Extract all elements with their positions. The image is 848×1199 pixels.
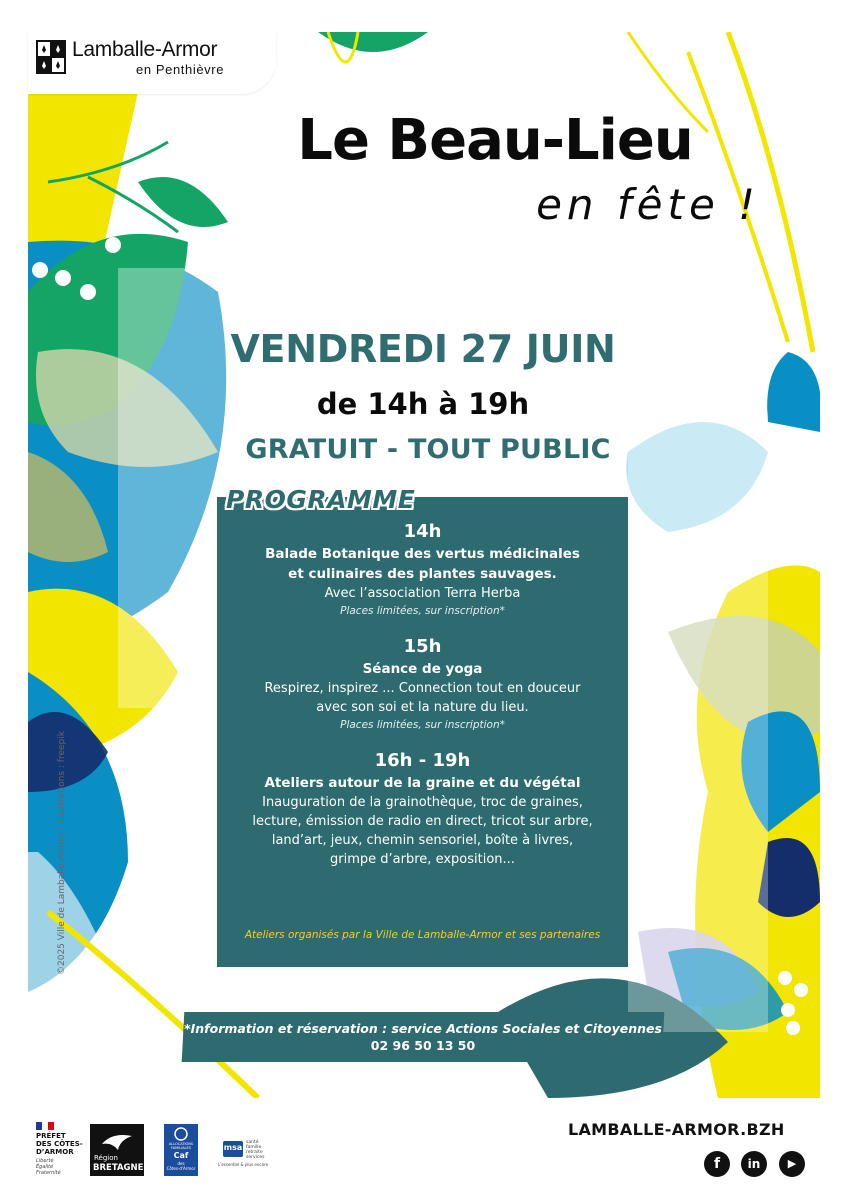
slot-time: 15h	[403, 636, 442, 657]
facebook-icon[interactable]: f	[704, 1151, 730, 1177]
slot-time: 14h	[403, 521, 442, 542]
slot-description: grimpe d’arbre, exposition...	[330, 852, 515, 867]
region-bretagne-logo	[90, 1124, 144, 1176]
event-hours: de 14h à 19h	[316, 387, 530, 421]
programme-slot-16h-19h	[217, 749, 628, 869]
linkedin-icon[interactable]: in	[741, 1151, 767, 1177]
info-phone: 02 96 50 13 50	[370, 1038, 476, 1053]
caf-emblem-icon	[171, 1127, 191, 1141]
msa-tagline: L'essentiel & plus encore	[218, 1162, 269, 1167]
bird-icon	[100, 1130, 134, 1152]
ermine-shield-icon	[36, 40, 66, 74]
event-date: VENDREDI 27 JUIN	[230, 327, 616, 371]
event-subtitle: en fête !	[536, 180, 760, 229]
partners-note: Ateliers organisés par la Ville de Lamballe-Armor et ses partenaires	[244, 929, 601, 941]
slot-name: et culinaires des plantes sauvages.	[288, 566, 557, 582]
caf-region: des Côtes-d'Armor	[166, 1161, 196, 1171]
website-link[interactable]: LAMBALLE-ARMOR.BZH	[568, 1120, 785, 1139]
slot-time: 16h - 19h	[374, 750, 471, 771]
slot-name: Ateliers autour de la graine et du végétal	[264, 775, 581, 791]
event-audience: GRATUIT - TOUT PUBLIC	[245, 434, 611, 465]
slot-description: land’art, jeux, chemin sensoriel, boîte à livres,	[271, 833, 574, 848]
youtube-icon[interactable]: ▶	[779, 1151, 805, 1177]
programme-list	[217, 520, 628, 885]
info-text	[183, 1020, 663, 1054]
brand-subtitle: en Penthièvre	[136, 62, 225, 77]
brand-name: Lamballe-Armor	[72, 38, 218, 61]
blue-flower-right	[767, 352, 820, 432]
slot-description: Respirez, inspirez ... Connection tout en douceur	[264, 681, 581, 696]
programme-slot-15h	[217, 635, 628, 733]
caf-name: Caf	[173, 1151, 189, 1160]
french-flag-icon	[36, 1122, 54, 1130]
prefet-motto: Liberté Égalité Fraternité	[36, 1158, 61, 1176]
small-green-leaf	[138, 177, 228, 227]
info-line: *Information et réservation : service Actions Sociales et Citoyennes	[184, 1021, 662, 1036]
programme-slot-14h	[217, 520, 628, 619]
msa-services: santé famille retraite services	[246, 1140, 265, 1160]
region-name: BRETAGNE	[93, 1163, 144, 1173]
copyright-note: ©2025 Ville de Lamballe-Armor - illustrations : freepik	[57, 731, 67, 975]
msa-name: msa	[223, 1143, 243, 1152]
caf-logo	[164, 1124, 198, 1176]
slot-name: Balade Botanique des vertus médicinales	[265, 546, 580, 562]
slot-description: avec son soi et la nature du lieu.	[316, 700, 529, 715]
slot-note: Places limitées, sur inscription*	[340, 605, 505, 617]
event-title: Le Beau-Lieu	[297, 108, 693, 173]
slot-note: Places limitées, sur inscription*	[340, 719, 505, 731]
slot-name: Séance de yoga	[362, 661, 483, 677]
caf-label: ALLOCATIONS FAMILIALES	[168, 1142, 194, 1150]
prefet-label: PRÉFET DES CÔTES- D’ARMOR	[36, 1132, 83, 1156]
slot-description: Inauguration de la grainothèque, troc de graines,	[262, 795, 583, 810]
region-label: Région	[94, 1154, 118, 1162]
programme-heading: PROGRAMME	[226, 485, 416, 514]
slot-description: Avec l’association Terra Herba	[324, 586, 521, 601]
slot-description: lecture, émission de radio en direct, tricot sur arbre,	[252, 814, 593, 829]
